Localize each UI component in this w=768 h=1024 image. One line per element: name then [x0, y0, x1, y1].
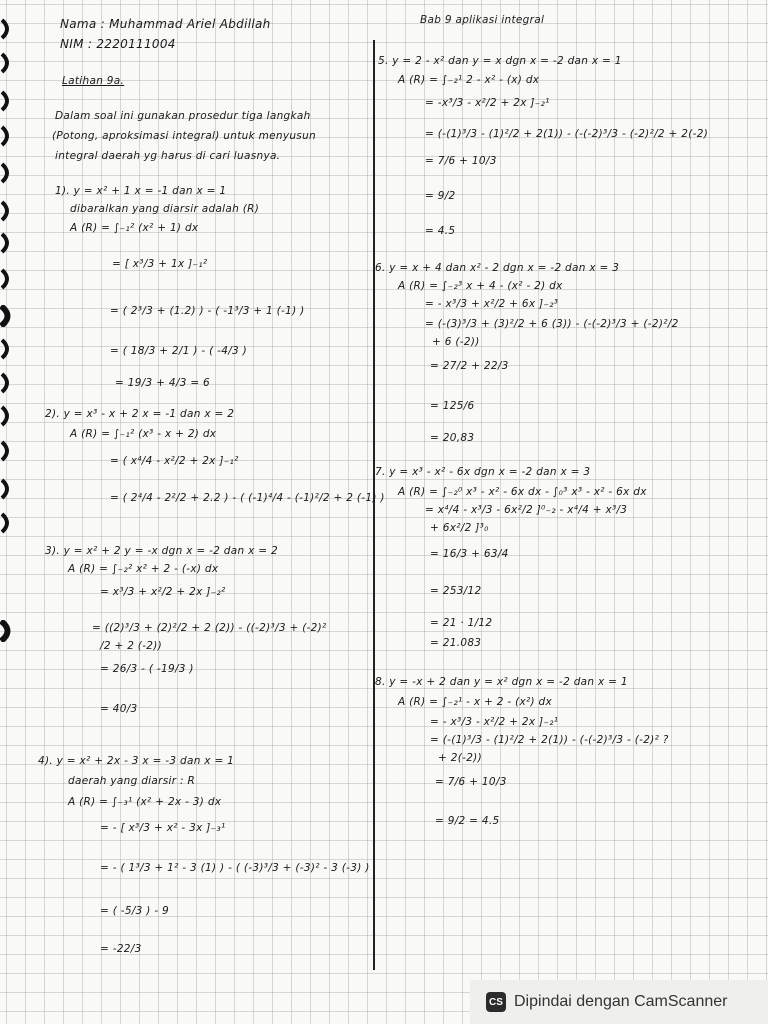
intro-line: integral daerah yg harus di cari luasnya.	[55, 150, 281, 162]
binder-ring	[0, 372, 14, 394]
problem-7-line: + 6x²/2 ]³₀	[430, 522, 489, 534]
problem-2-line: = ( x⁴/4 - x²/2 + 2x ]₋₁²	[110, 455, 239, 467]
binder-ring	[0, 440, 14, 462]
problem-4-line: = - [ x³/3 + x² - 3x ]₋₃¹	[100, 822, 226, 834]
problem-8-line: = (-(1)³/3 - (1)²/2 + 2(1)) - (-(-2)³/3 - (-2)² ?	[430, 734, 669, 746]
problem-3-line: 3). y = x² + 2 y = -x dgn x = -2 dan x = 2	[45, 545, 278, 557]
binder-ring	[0, 90, 14, 112]
problem-5-line: = 9/2	[425, 190, 456, 202]
problem-6-line: A (R) = ∫₋₂³ x + 4 - (x² - 2) dx	[398, 280, 563, 292]
intro-line: (Potong, aproksimasi integral) untuk menyusun	[52, 130, 316, 142]
problem-4-line: A (R) = ∫₋₃¹ (x² + 2x - 3) dx	[68, 796, 222, 808]
problem-1-line: A (R) = ∫₋₁² (x² + 1) dx	[70, 222, 199, 234]
problem-5-line: = 4.5	[425, 225, 456, 237]
problem-2-line: = ( 2⁴/4 - 2²/2 + 2.2 ) - ( (-1)⁴/4 - (-1)²/2 + 2 (-1) )	[110, 492, 385, 504]
problem-3-line: /2 + 2 (-2))	[100, 640, 163, 652]
camscanner-watermark	[470, 980, 768, 1024]
problem-6-line: = (-(3)³/3 + (3)²/2 + 6 (3)) - (-(-2)³/3 + (-2)²/2	[425, 318, 679, 330]
problem-5-line: = 7/6 + 10/3	[425, 155, 497, 167]
binder-ring	[0, 162, 14, 184]
problem-3-line: A (R) = ∫₋₂² x² + 2 - (-x) dx	[68, 563, 219, 575]
problem-7-line: = 21.083	[430, 637, 482, 649]
problem-3-line: = ((2)³/3 + (2)²/2 + 2 (2)) - ((-2)³/3 + (-2)²	[92, 622, 327, 634]
problem-7-line: = x⁴/4 - x³/3 - 6x²/2 ]⁰₋₂ - x⁴/4 + x³/3	[425, 504, 628, 516]
problem-8-line: = 9/2 = 4.5	[435, 815, 500, 827]
problem-3-line: = 26/3 - ( -19/3 )	[100, 663, 194, 675]
problem-3-line: = x³/3 + x²/2 + 2x ]₋₂²	[100, 586, 226, 598]
problem-1-line: = ( 2³/3 + (1.2) ) - ( -1³/3 + 1 (-1) )	[110, 305, 305, 317]
intro-line: Dalam soal ini gunakan prosedur tiga langkah	[55, 110, 311, 122]
binder-ring	[0, 125, 14, 147]
problem-6-line: = - x³/3 + x²/2 + 6x ]₋₂³	[425, 298, 559, 310]
problem-6-line: = 125/6	[430, 400, 475, 412]
binder-ring	[0, 200, 14, 222]
binder-ring	[0, 478, 14, 500]
problem-4-line: = -22/3	[100, 943, 142, 955]
student-nim: NIM : 2220111004	[60, 37, 176, 51]
problem-1-line: dibaralkan yang diarsir adalah (R)	[70, 203, 260, 215]
problem-6-line: + 6 (-2))	[432, 336, 480, 348]
binder-ring	[0, 52, 14, 74]
binder-ring	[0, 620, 14, 642]
problem-1-line: = [ x³/3 + 1x ]₋₁²	[112, 258, 208, 270]
problem-2-line: A (R) = ∫₋₁² (x³ - x + 2) dx	[70, 428, 217, 440]
section-title: Latihan 9a.	[62, 75, 125, 87]
problem-8-line: = - x³/3 - x²/2 + 2x ]₋₂¹	[430, 716, 559, 728]
scanner-label: Dipindai dengan CamScanner	[514, 993, 728, 1010]
problem-8-line: 8. y = -x + 2 dan y = x² dgn x = -2 dan x = 1	[375, 676, 628, 688]
problem-6-line: 6. y = x + 4 dan x² - 2 dgn x = -2 dan x = 3	[375, 262, 620, 274]
problem-1-line: = 19/3 + 4/3 = 6	[115, 377, 211, 389]
camscanner-logo-icon: CS	[486, 992, 506, 1012]
problem-7-line: = 21 · 1/12	[430, 617, 493, 629]
binder-ring	[0, 305, 14, 327]
problem-8-line: = 7/6 + 10/3	[435, 776, 507, 788]
problem-4-line: = ( -5/3 ) - 9	[100, 905, 170, 917]
problem-5-line: = (-(1)³/3 - (1)²/2 + 2(1)) - (-(-2)³/3 - (-2)²/2 + 2(-2)	[425, 128, 709, 140]
problem-5-line: A (R) = ∫₋₂¹ 2 - x² - (x) dx	[398, 74, 540, 86]
problem-5-line: = -x³/3 - x²/2 + 2x ]₋₂¹	[425, 97, 550, 109]
problem-7-line: A (R) = ∫₋₂⁰ x³ - x² - 6x dx - ∫₀³ x³ - x² - 6x dx	[398, 486, 647, 498]
problem-1-line: = ( 18/3 + 2/1 ) - ( -4/3 )	[110, 345, 248, 357]
problem-8-line: A (R) = ∫₋₂¹ - x + 2 - (x²) dx	[398, 696, 553, 708]
problem-1-line: 1). y = x² + 1 x = -1 dan x = 1	[55, 185, 227, 197]
problem-6-line: = 20,83	[430, 432, 475, 444]
binder-ring	[0, 405, 14, 427]
problem-8-line: + 2(-2))	[438, 752, 482, 764]
problem-3-line: = 40/3	[100, 703, 138, 715]
binder-ring	[0, 232, 14, 254]
binder-ring	[0, 512, 14, 534]
binder-ring	[0, 338, 14, 360]
chapter-title: Bab 9 aplikasi integral	[420, 14, 545, 26]
binder-ring	[0, 18, 14, 40]
problem-7-line: = 16/3 + 63/4	[430, 548, 509, 560]
problem-7-line: 7. y = x³ - x² - 6x dgn x = -2 dan x = 3	[375, 466, 591, 478]
student-name: Nama : Muhammad Ariel Abdillah	[60, 17, 271, 31]
problem-4-line: daerah yang diarsir : R	[68, 775, 196, 787]
problem-4-line: = - ( 1³/3 + 1² - 3 (1) ) - ( (-3)³/3 + (-3)² - 3 (-3) )	[100, 862, 370, 874]
column-divider	[373, 40, 375, 970]
problem-5-line: 5. y = 2 - x² dan y = x dgn x = -2 dan x = 1	[378, 55, 622, 67]
problem-4-line: 4). y = x² + 2x - 3 x = -3 dan x = 1	[38, 755, 235, 767]
problem-7-line: = 253/12	[430, 585, 482, 597]
problem-6-line: = 27/2 + 22/3	[430, 360, 509, 372]
problem-2-line: 2). y = x³ - x + 2 x = -1 dan x = 2	[45, 408, 235, 420]
binder-ring	[0, 268, 14, 290]
